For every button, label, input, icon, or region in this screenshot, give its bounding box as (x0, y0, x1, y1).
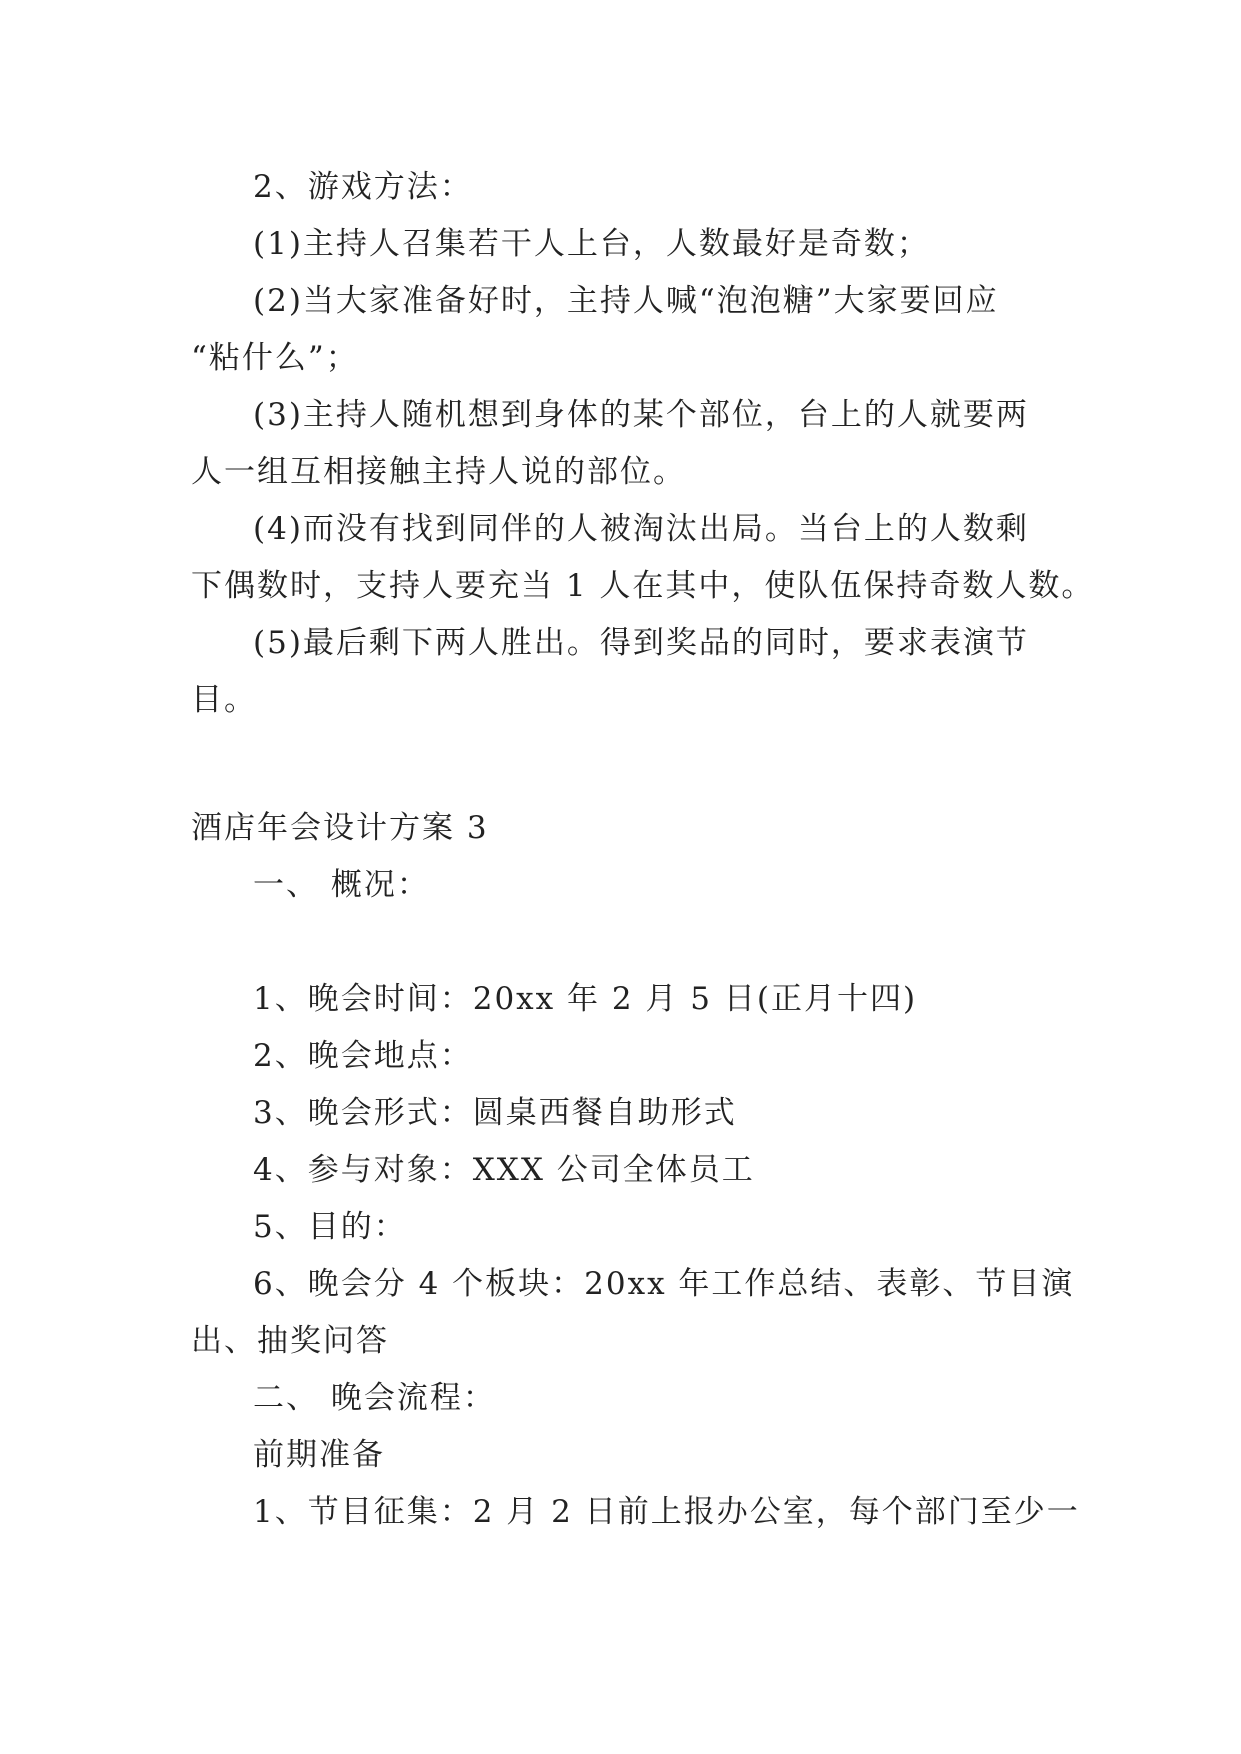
preparation-item-program-call: 1、节目征集：2 月 2 日前上报办公室，每个部门至少一 (253, 1494, 1080, 1530)
section-heading-agenda: 二、 晚会流程： (253, 1380, 496, 1416)
overview-item-format: 3、晚会形式：圆桌西餐自助形式 (253, 1095, 737, 1131)
paragraph-rule-2-line-1: (2)当大家准备好时，主持人喊“泡泡糖”大家要回应 (253, 283, 999, 319)
paragraph-rule-5-line-1: (5)最后剩下两人胜出。得到奖品的同时，要求表演节 (253, 625, 1029, 661)
paragraph-rule-4-line-2: 下偶数时，支持人要充当 1 人在其中，使队伍保持奇数人数。 (191, 568, 1095, 604)
subheading-preparation: 前期准备 (253, 1437, 385, 1473)
overview-item-purpose: 5、目的： (253, 1209, 407, 1245)
paragraph-rule-4-line-1: (4)而没有找到同伴的人被淘汰出局。当台上的人数剩 (253, 511, 1029, 547)
overview-item-sections-line-1: 6、晚会分 4 个板块：20xx 年工作总结、表彰、节目演 (253, 1266, 1075, 1302)
paragraph-rule-5-line-2: 目。 (191, 682, 257, 718)
paragraph-rule-3-line-2: 人一组互相接触主持人说的部位。 (191, 454, 686, 490)
paragraph-rule-2-line-2: “粘什么”； (191, 340, 359, 376)
overview-item-participants: 4、参与对象：XXX 公司全体员工 (253, 1152, 755, 1188)
overview-item-sections-line-2: 出、抽奖问答 (191, 1323, 389, 1359)
section-heading-overview: 一、 概况： (253, 867, 430, 903)
paragraph-rule-3-line-1: (3)主持人随机想到身体的某个部位，台上的人就要两 (253, 397, 1029, 433)
paragraph-rule-1: (1)主持人召集若干人上台，人数最好是奇数； (253, 226, 930, 262)
section-heading-game-method: 2、游戏方法： (253, 169, 473, 205)
overview-item-venue: 2、晚会地点： (253, 1038, 473, 1074)
document-title: 酒店年会设计方案 3 (191, 810, 489, 846)
overview-item-time: 1、晚会时间：20xx 年 2 月 5 日(正月十四) (253, 981, 918, 1017)
